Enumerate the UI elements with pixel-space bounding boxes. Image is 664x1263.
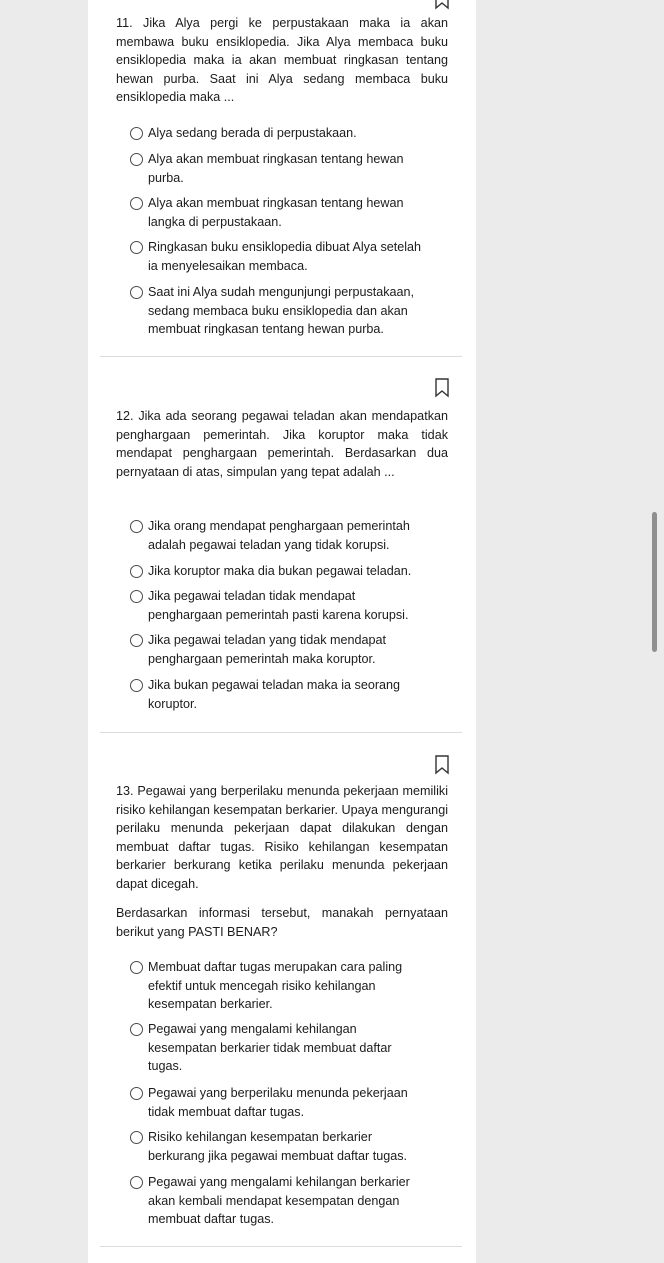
bookmark-icon[interactable] [434,378,450,398]
radio-button[interactable] [130,1087,143,1100]
radio-button[interactable] [130,127,143,140]
answer-option[interactable] [130,958,430,1014]
radio-button[interactable] [130,1023,143,1036]
option-label: Jika orang mendapat penghargaan pemerintah adalah pegawai teladan yang tidak korupsi. [148,519,410,552]
answer-option[interactable] [130,517,430,554]
answer-option[interactable] [130,238,430,275]
option-label: Jika bukan pegawai teladan maka ia seorang koruptor. [148,678,401,711]
answer-option[interactable] [130,676,430,713]
radio-button[interactable] [130,153,143,166]
question-page [88,0,476,1263]
answer-option[interactable] [130,562,430,581]
answer-option[interactable] [130,150,430,187]
bookmark-icon[interactable] [434,0,450,10]
answer-option[interactable] [130,587,430,624]
divider [100,356,462,357]
radio-button[interactable] [130,1176,143,1189]
option-label: Risiko kehilangan kesempatan berkarier berkurang jika pegawai membuat daftar tugas. [148,1130,408,1163]
radio-button[interactable] [130,197,143,210]
radio-button[interactable] [130,679,143,692]
option-label: Membuat daftar tugas merupakan cara paling efektif untuk mencegah risiko kehilangan kesempatan berkarier. [148,960,403,1011]
answer-option[interactable] [130,631,430,668]
option-label: Alya sedang berada di perpustakaan. [148,126,357,140]
radio-button[interactable] [130,961,143,974]
radio-button[interactable] [130,634,143,647]
option-label: Alya akan membuat ringkasan tentang hewan langka di perpustakaan. [148,196,404,229]
bookmark-icon[interactable] [434,755,450,775]
answer-option[interactable] [130,1173,430,1229]
answer-option[interactable] [130,1084,430,1121]
question-text: 13. Pegawai yang berperilaku menunda pekerjaan memiliki risiko kehilangan kesempatan berkarier. Upaya mengurangi perilaku menunda pekerjaan dapat dilakukan dengan membuat daftar tugas. Risiko kehilangan kesempatan berkarier berkurang ketika perilaku menunda pekerjaan dapat dicegah. [116,784,448,891]
answer-option[interactable] [130,124,430,143]
question-text: 11. Jika Alya pergi ke perpustakaan maka ia akan membawa buku ensiklopedia. Jika Alya membaca buku ensiklopedia maka ia akan membuat ringkasan tentang hewan purba. Saat ini Alya sedang membaca buku ensiklopedia maka ... [116,16,448,104]
option-label: Jika pegawai teladan tidak mendapat penghargaan pemerintah pasti karena korupsi. [148,589,409,622]
radio-button[interactable] [130,1131,143,1144]
answer-option[interactable] [130,1128,430,1165]
radio-button[interactable] [130,565,143,578]
option-label: Pegawai yang mengalami kehilangan kesempatan berkarier tidak membuat daftar tugas. [148,1022,392,1073]
option-label: Pegawai yang mengalami kehilangan berkarier akan kembali mendapat kesempatan dengan membuat daftar tugas. [148,1175,410,1226]
answer-option[interactable] [130,1020,430,1076]
question-prompt: Berdasarkan informasi tersebut, manakah pernyataan berikut yang PASTI BENAR? [116,906,448,939]
option-label: Pegawai yang berperilaku menunda pekerjaan tidak membuat daftar tugas. [148,1086,408,1119]
question-text: 12. Jika ada seorang pegawai teladan akan mendapatkan penghargaan pemerintah. Jika koruptor maka tidak mendapat penghargaan pemerintah. Berdasarkan dua pernyataan di atas, simpulan yang tepat adalah ... [116,409,448,479]
radio-button[interactable] [130,590,143,603]
option-label: Saat ini Alya sudah mengunjungi perpustakaan, sedang membaca buku ensiklopedia dan akan membuat ringkasan tentang hewan purba. [148,285,415,336]
divider [100,732,462,733]
divider [100,1246,462,1247]
radio-button[interactable] [130,286,143,299]
option-label: Jika koruptor maka dia bukan pegawai teladan. [148,564,412,578]
radio-button[interactable] [130,241,143,254]
answer-option[interactable] [130,194,430,231]
option-label: Ringkasan buku ensiklopedia dibuat Alya setelah ia menyelesaikan membaca. [148,240,422,273]
scrollbar-thumb[interactable] [652,512,657,652]
answer-option[interactable] [130,283,430,339]
radio-button[interactable] [130,520,143,533]
option-label: Alya akan membuat ringkasan tentang hewan purba. [148,152,404,185]
option-label: Jika pegawai teladan yang tidak mendapat penghargaan pemerintah maka koruptor. [148,633,387,666]
